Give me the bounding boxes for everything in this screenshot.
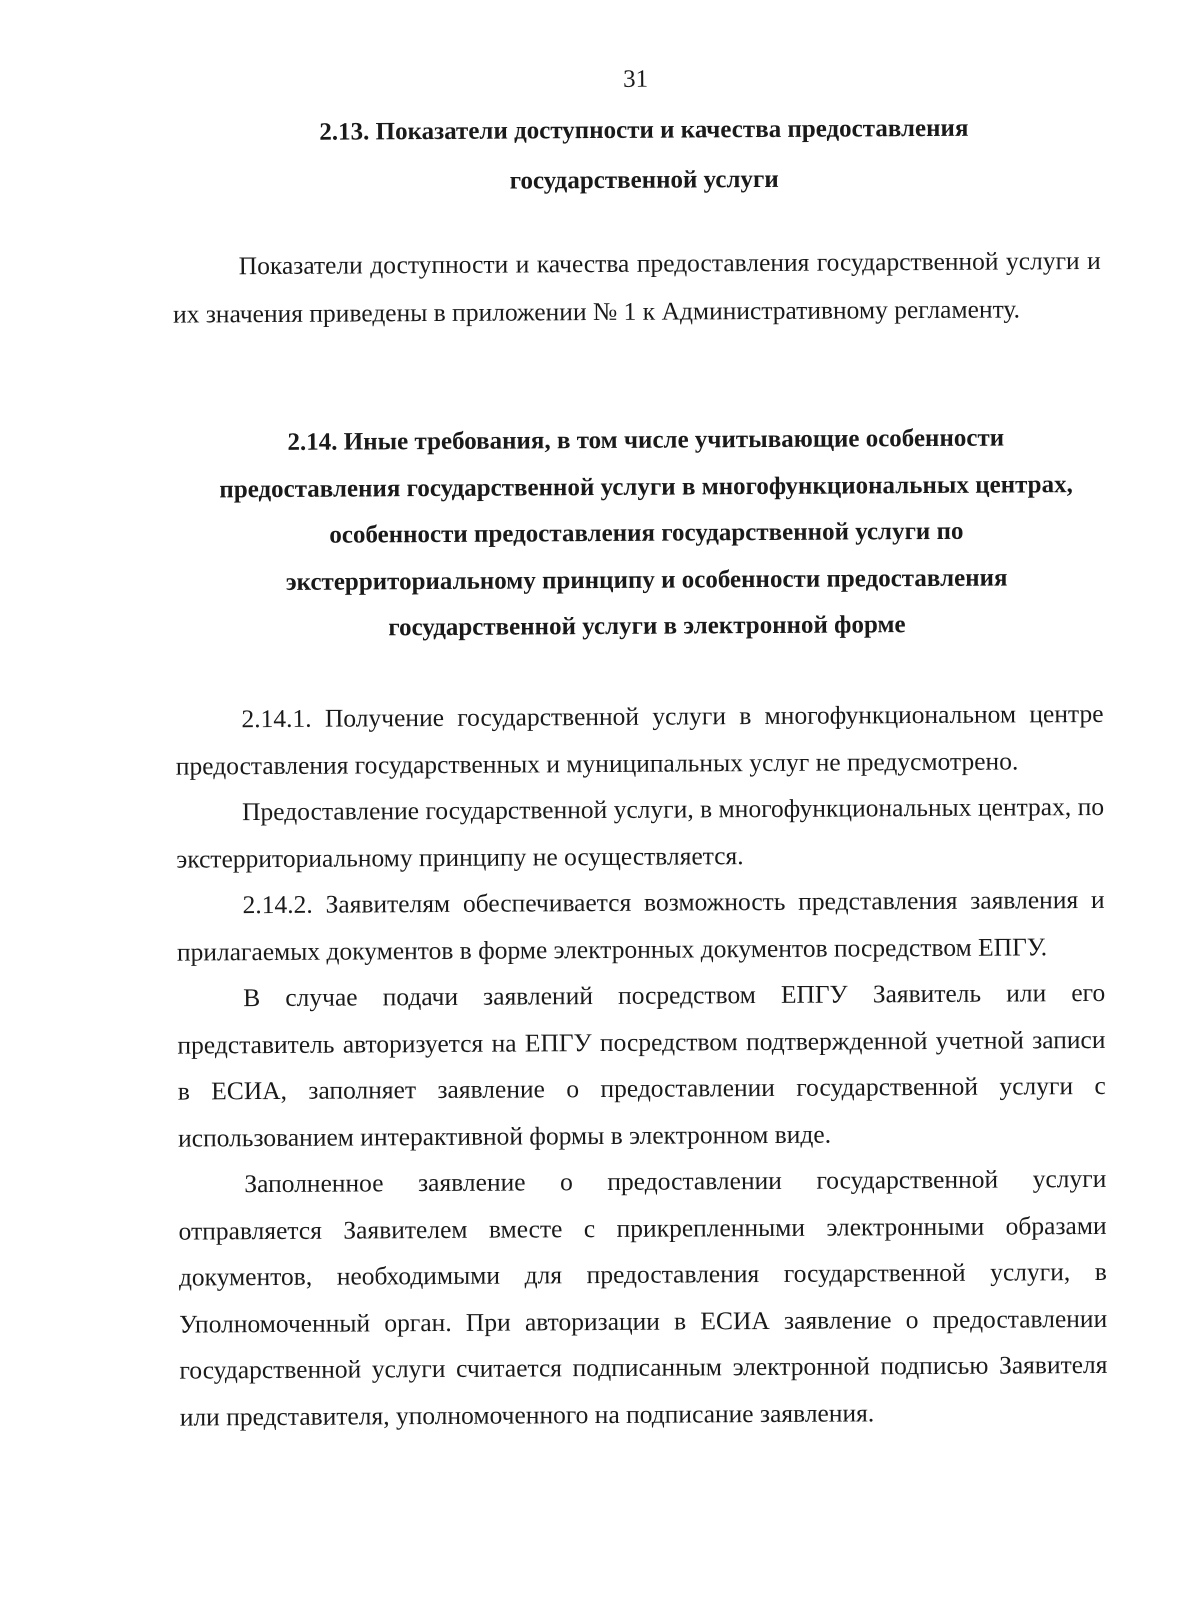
section-2-14-heading	[166, 415, 1127, 653]
paragraph-2-14-2: 2.14.2. Заявителям обеспечивается возможность представления заявления и прилагаемых документов в форме электронных документов посредством ЕПГУ.	[176, 884, 1105, 967]
paragraph-signed-application: Заполненное заявление о предоставлении государственной услуги отправляется Заявителем вместе с прикрепленными электронными образами документов, необходимыми для предоставления государственной услуги, в Уполномоченный орган. При авторизации в ЕСИА заявление о предоставлении государственной услуги считается подписанным электронной подписью Заявителя или представителя, уполномоченного на подписание заявления.	[178, 1163, 1108, 1432]
heading-line: государственной услуги	[509, 165, 779, 195]
paragraph-mfc-not-provided: Предоставление государственной услуги, в многофункциональных центрах, по экстерриториальному принципу не осуществляется.	[176, 791, 1105, 874]
page-number: 31	[623, 65, 649, 93]
paragraph-epgu-submission: В случае подачи заявлений посредством ЕПГУ Заявитель или его представитель авторизуется на ЕПГУ посредством подтвержденной учетной записи в ЕСИА, заполняет заявление о предоставлении государственной услуги с использованием интерактивной формы в электронном виде.	[177, 977, 1106, 1153]
section-2-14-body	[175, 691, 1108, 1441]
section-2-13-body	[173, 237, 1102, 339]
heading-line: 2.13. Показатели доступности и качества предоставления	[319, 114, 969, 146]
heading-line: предоставления государственной услуги в многофункциональных центрах,	[219, 470, 1073, 503]
heading-line: экстерриториальному принципу и особенности предоставления	[285, 564, 1008, 596]
paragraph-2-14-1: 2.14.1. Получение государственной услуги в многофункциональном центре предоставления государственных и муниципальных услуг не предусмотрено.	[175, 698, 1104, 781]
heading-line: государственной услуги в электронной форме	[388, 611, 906, 642]
section-2-13-heading	[164, 103, 1125, 209]
heading-line: 2.14. Иные требования, в том числе учитывающие особенности	[287, 424, 1005, 456]
paragraph: Показатели доступности и качества предоставления государственной услуги и их значения приведены в приложении № 1 к Административному регламенту.	[172, 245, 1101, 329]
heading-line: особенности предоставления государственной услуги по	[329, 517, 964, 549]
